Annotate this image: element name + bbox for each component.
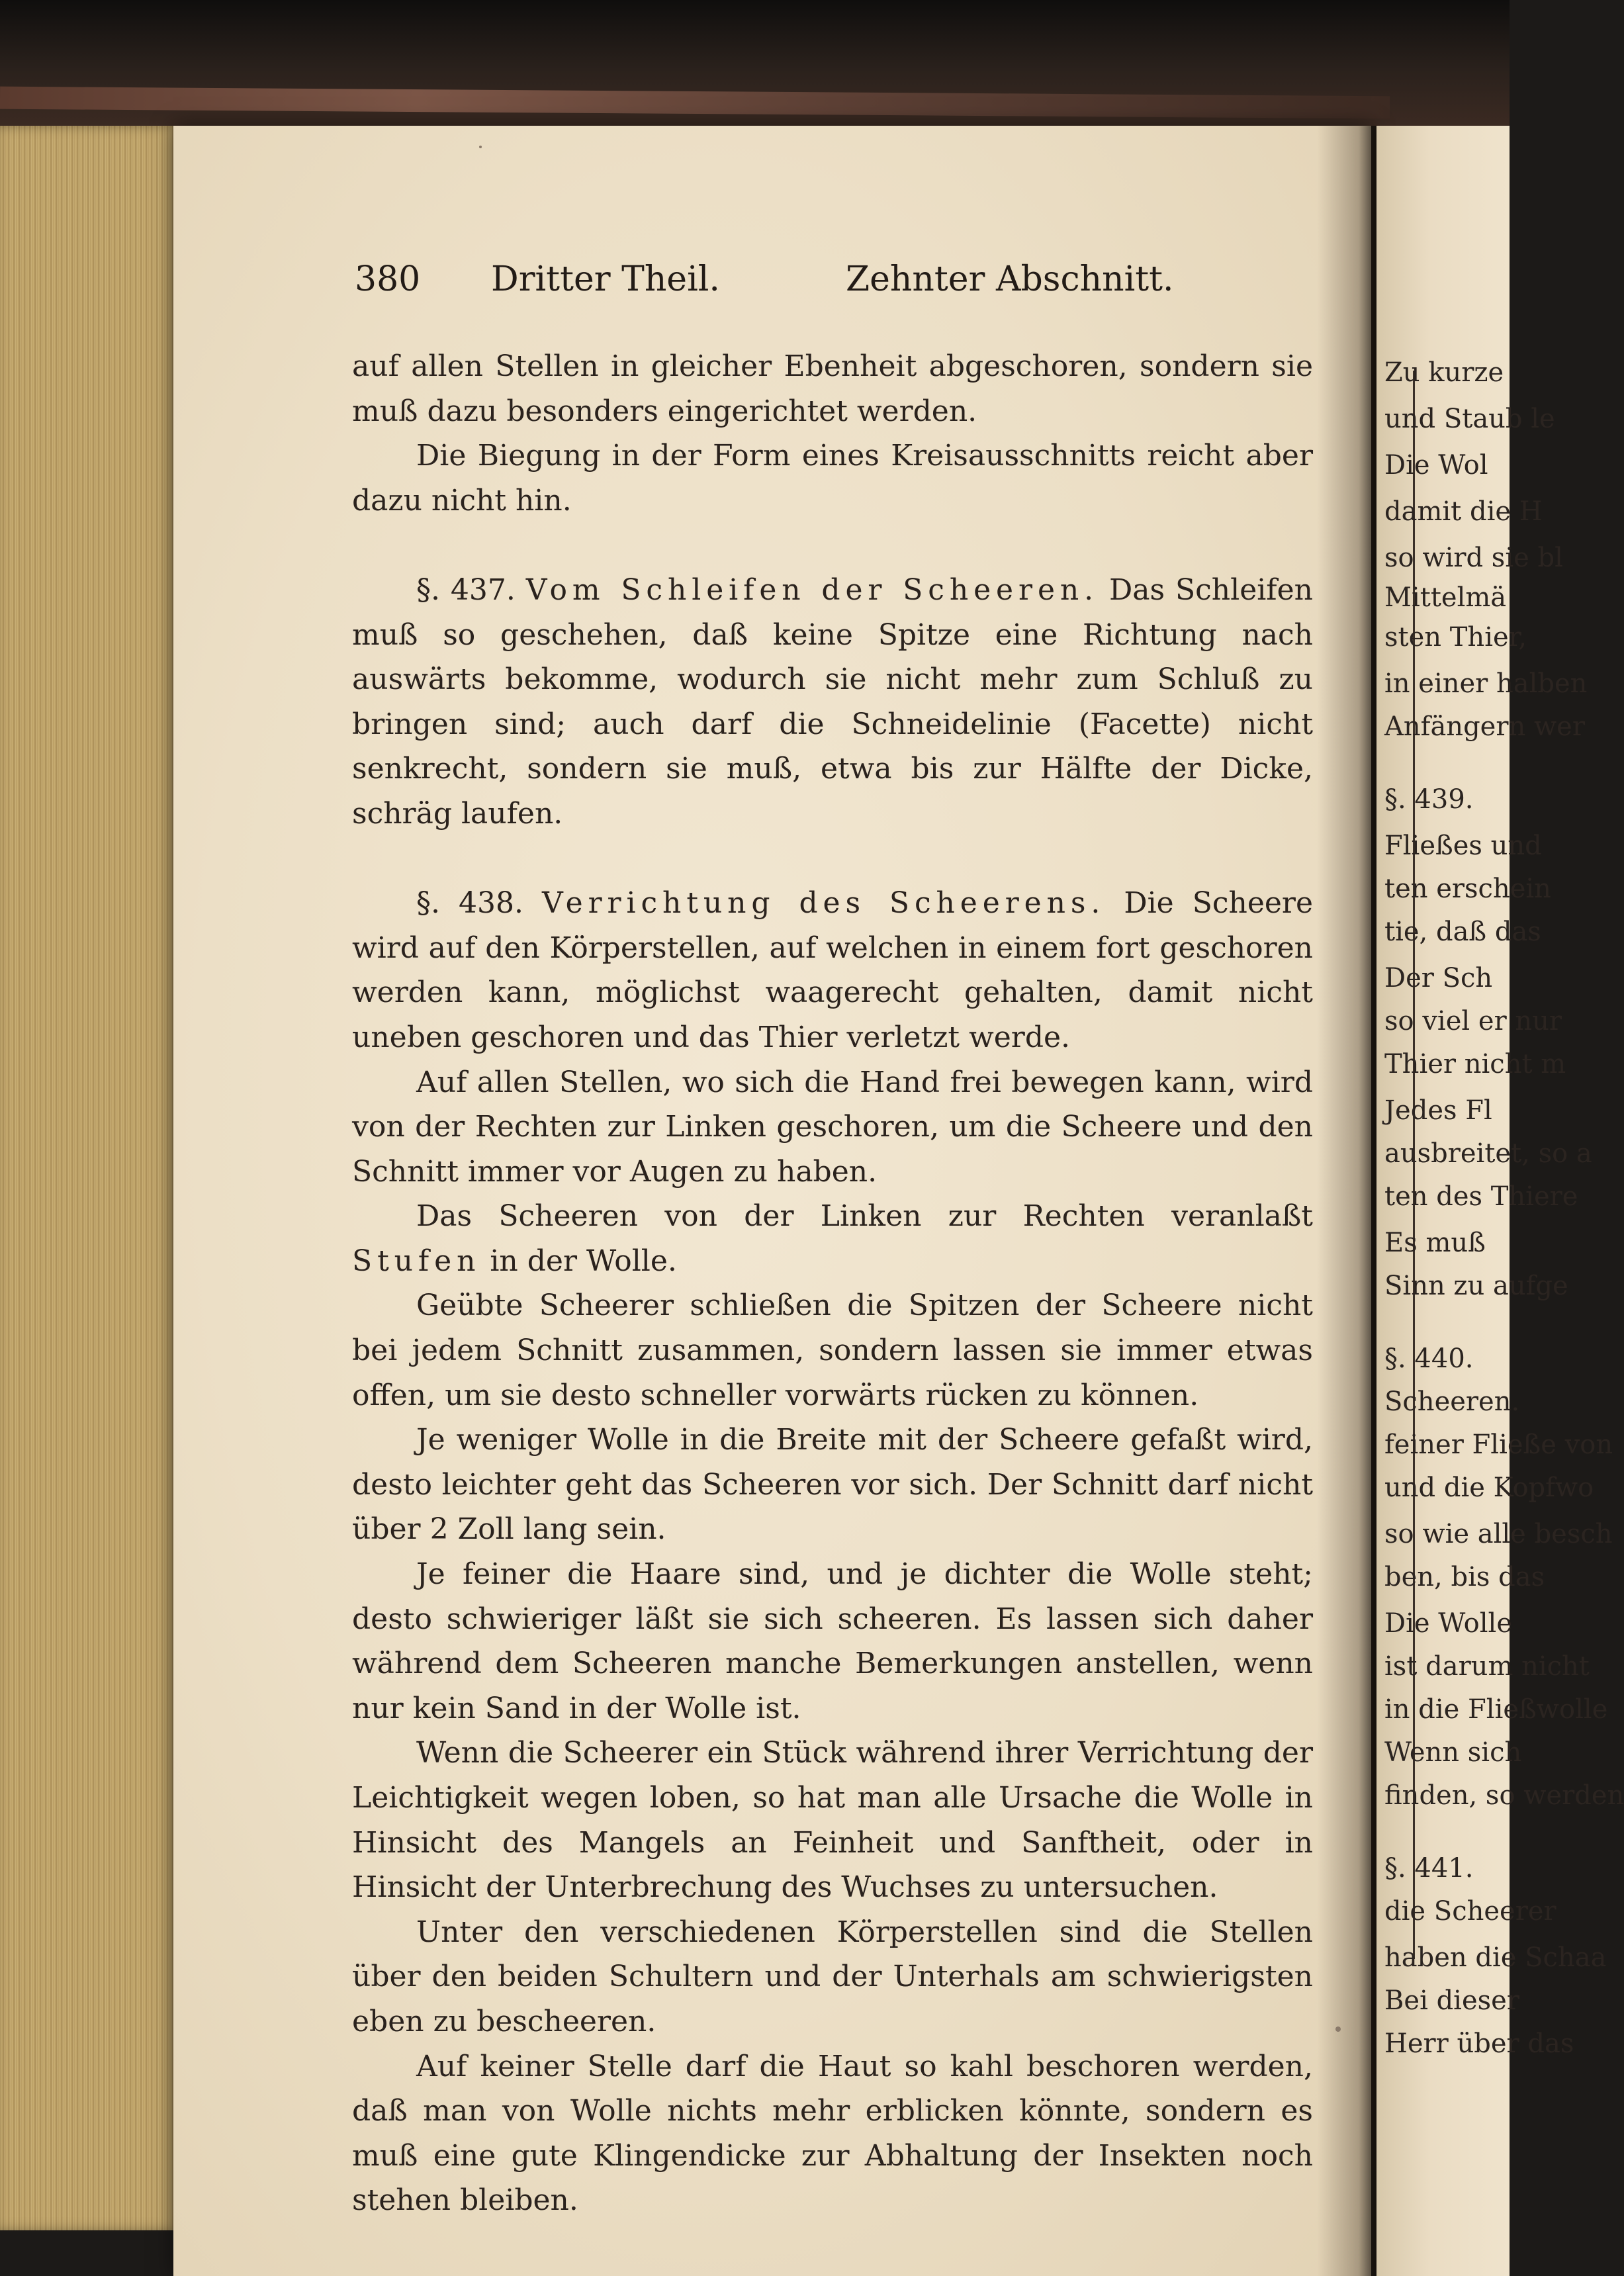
book-page-edges bbox=[0, 126, 179, 2230]
facing-page-line: haben die Schaa bbox=[1384, 1942, 1607, 1973]
facing-page-line: §. 440. bbox=[1384, 1343, 1474, 1374]
facing-page-line: Die Wolle bbox=[1384, 1608, 1512, 1639]
section-title: Verrichtung des Scheerens. bbox=[541, 886, 1106, 921]
section-number: §. 438. bbox=[416, 886, 523, 921]
facing-page-line: Thier nicht m bbox=[1384, 1049, 1566, 1079]
section-title: Vom Schleifen der Scheeren. bbox=[525, 572, 1099, 607]
body-text bbox=[352, 344, 1313, 2223]
facing-page-line: Der Sch bbox=[1384, 963, 1493, 993]
facing-page-line: in die Fließwolle bbox=[1384, 1694, 1608, 1725]
facing-page-line: Fließes und bbox=[1384, 831, 1542, 861]
gutter-shadow bbox=[1317, 126, 1376, 2276]
facing-page-line: Herr über das bbox=[1384, 2028, 1574, 2059]
facing-page-line: Bei dieser bbox=[1384, 1985, 1519, 2016]
facing-page-line: Es muß bbox=[1384, 1228, 1486, 1258]
ink-speck bbox=[479, 146, 482, 148]
paragraph: Unter den verschiedenen Körperstellen sind die Stellen über den beiden Schultern und der Unterhals am schwierigsten eben zu bescheeren. bbox=[352, 1915, 1313, 2038]
facing-page-line: Wenn sich bbox=[1384, 1737, 1522, 1768]
page-number: 380 bbox=[355, 259, 421, 299]
facing-page-line: §. 439. bbox=[1384, 784, 1474, 815]
facing-page-line: in einer halben bbox=[1384, 668, 1588, 699]
facing-page-line: die Scheerer bbox=[1384, 1896, 1556, 1927]
paragraph: auf allen Stellen in gleicher Ebenheit abgeschoren, sondern sie muß dazu besonders eingerichtet werden. bbox=[352, 349, 1313, 428]
facing-page-line: damit die H bbox=[1384, 496, 1543, 527]
paragraph: Je weniger Wolle in die Breite mit der Scheere gefaßt wird, desto leichter geht das Scheeren vor sich. Der Schnitt darf nicht über 2 Zoll lang sein. bbox=[352, 1423, 1313, 1547]
facing-page-line: tie, daß das bbox=[1384, 917, 1541, 947]
paragraph-text: in der Wolle. bbox=[490, 1244, 677, 1278]
facing-page-line: Scheeren. bbox=[1384, 1387, 1520, 1417]
facing-page-line: §. 441. bbox=[1384, 1853, 1474, 1884]
emphasis: Stufen bbox=[352, 1244, 481, 1278]
ink-speck bbox=[1335, 2026, 1341, 2032]
facing-page-line: ten erschein bbox=[1384, 874, 1551, 904]
facing-page-line: finden, so werden bbox=[1384, 1780, 1624, 1811]
paragraph: Die Biegung in der Form eines Kreisausschnitts reicht aber dazu nicht hin. bbox=[352, 439, 1313, 518]
facing-page-line: Anfängern wer bbox=[1384, 711, 1585, 742]
paragraph: Auf allen Stellen, wo sich die Hand frei bewegen kann, wird von der Rechten zur Linken geschoren, um die Scheere und den Schnitt immer vor Augen zu haben. bbox=[352, 1065, 1313, 1189]
section-number: §. 437. bbox=[416, 572, 516, 607]
facing-page-line: und Staub le bbox=[1384, 404, 1555, 434]
section-437 bbox=[352, 568, 1313, 837]
facing-page-line: ausbreitet, so a bbox=[1384, 1138, 1592, 1169]
section-text: Das Schleifen muß so geschehen, daß keine Spitze eine Richtung nach auswärts bekomme, wodurch sie nicht mehr zum Schluß zu bringen sind; auch darf die Schneidelinie (Facette) nicht senkrecht, sondern sie muß, etwa bis zur Hälfte der Dicke, schräg laufen. bbox=[352, 572, 1313, 831]
paragraph-text: Das Scheeren von der Linken zur Rechten veranlaßt bbox=[416, 1199, 1313, 1234]
facing-page-line: Jedes Fl bbox=[1384, 1095, 1492, 1126]
facing-page-line: ist darum nicht bbox=[1384, 1651, 1590, 1682]
facing-page-line: so wird sie bl bbox=[1384, 543, 1563, 573]
paragraph: Geübte Scheerer schließen die Spitzen der Scheere nicht bei jedem Schnitt zusammen, sondern lassen sie immer etwas offen, um sie desto schneller vorwärts rücken zu können. bbox=[352, 1289, 1313, 1412]
paragraph: Auf keiner Stelle darf die Haut so kahl beschoren werden, daß man von Wolle nichts mehr erblicken könnte, sondern es muß eine gute Klingendicke zur Abhaltung der Insekten noch stehen bleiben. bbox=[352, 2049, 1313, 2218]
paragraph: Je feiner die Haare sind, und je dichter die Wolle steht; desto schwieriger läßt sie sich scheeren. Es lassen sich daher während dem Scheeren manche Bemerkungen anstellen, wenn nur kein Sand in der Wolle ist. bbox=[352, 1557, 1313, 1725]
facing-page-line: feiner Fließe von bbox=[1384, 1430, 1613, 1460]
section-438 bbox=[352, 881, 1313, 1060]
facing-page-line: so viel er nur bbox=[1384, 1006, 1562, 1036]
running-head-part: Dritter Theil. bbox=[491, 259, 720, 299]
running-head-section: Zehnter Abschnitt. bbox=[846, 259, 1174, 299]
facing-page-line: Sinn zu aufge bbox=[1384, 1271, 1568, 1301]
facing-page-line: sten Thier, bbox=[1384, 622, 1527, 653]
facing-page-line: Mittelmä bbox=[1384, 582, 1507, 613]
facing-page-line: ben, bis das bbox=[1384, 1562, 1545, 1592]
facing-page-line: ten des Thiere bbox=[1384, 1181, 1578, 1212]
paragraph bbox=[352, 1194, 1313, 1283]
facing-page-line: und die Kopfwo bbox=[1384, 1473, 1594, 1503]
facing-page-line: so wie alle besch bbox=[1384, 1519, 1613, 1549]
section-text: Die Scheere wird auf den Körperstellen, auf welchen in einem fort geschoren werden kann, möglichst waagerecht gehalten, damit nicht uneben geschoren und das Thier verletzt werde. bbox=[352, 886, 1313, 1054]
facing-page-line: Zu kurze bbox=[1384, 357, 1504, 388]
paragraph: Wenn die Scheerer ein Stück während ihrer Verrichtung der Leichtigkeit wegen loben, so hat man alle Ursache die Wolle in Hinsicht des Mangels an Feinheit und Sanftheit, oder in Hinsicht der Unterbrechung des Wuchses zu untersuchen. bbox=[352, 1736, 1313, 1905]
facing-page-line: Die Wol bbox=[1384, 450, 1488, 480]
